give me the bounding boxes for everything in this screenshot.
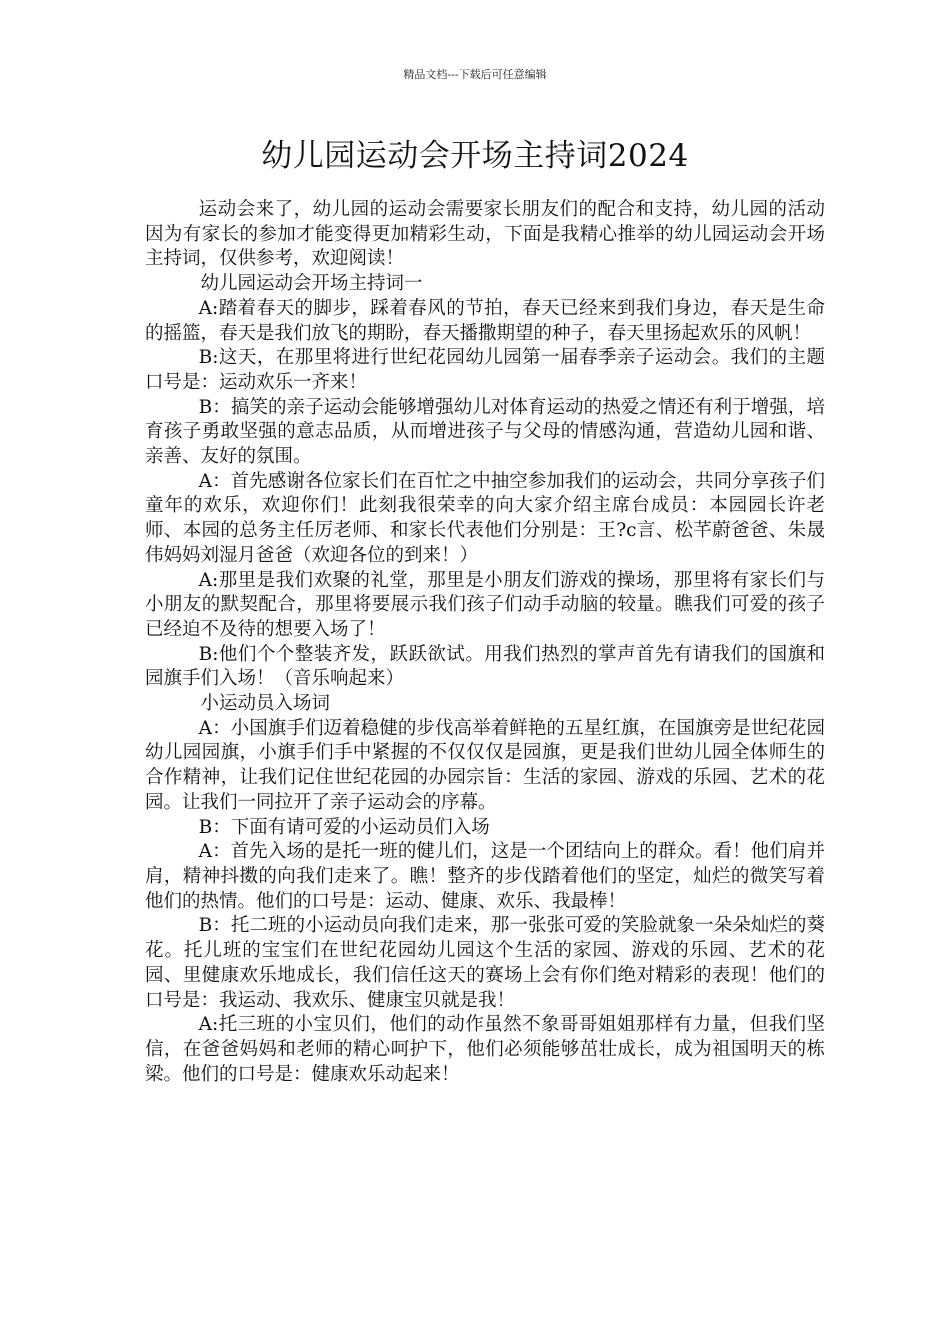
paragraph: A：首先感谢各位家长们在百忙之中抽空参加我们的运动会，共同分享孩子们童年的欢乐，欢迎你们！此刻我很荣幸的向大家介绍主席台成员：本园园长许老师、本园的总务主任厉老师、和家长代表他们分别是：王?c言、松芊蔚爸爸、朱晟伟妈妈刘湿月爸爸（欢迎各位的到来！） [145,470,825,566]
paragraph: B:这天，在那里将进行世纪花园幼儿园第一届春季亲子运动会。我们的主题口号是：运动欢乐一齐来！ [145,347,825,393]
section-heading: 幼儿园运动会开场主持词一 [200,273,423,295]
paragraph: B：下面有请可爱的小运动员们入场 [198,816,490,838]
paragraph: A:那里是我们欢聚的礼堂，那里是小朋友们游戏的操场，那里将有家长们与小朋友的默契配合，那里将要展示我们孩子们动手动脑的较量。瞧我们可爱的孩子已经迫不及待的想要入场了！ [145,569,825,640]
paragraph: A:托三班的小宝贝们，他们的动作虽然不象哥哥姐姐那样有力量，但我们坚信，在爸爸妈妈和老师的精心呵护下，他们必须能够茁壮成长，成为祖国明天的栋梁。他们的口号是：健康欢乐动起来！ [145,1014,825,1085]
document-body [145,198,825,1087]
document-title: 幼儿园运动会开场主持词2024 [261,138,689,174]
paragraph: A：首先入场的是托一班的健儿们，这是一个团结向上的群众。看！他们肩并肩，精神抖擞的向我们走来了。瞧！整齐的步伐踏着他们的坚定，灿烂的微笑写着他们的热情。他们的口号是：运动、健康、欢乐、我最棒！ [145,841,825,912]
paragraph: B：搞笑的亲子运动会能够增强幼儿对体育运动的热爱之情还有利于增强，培育孩子勇敢坚强的意志品质，从而增进孩子与父母的情感沟通，营造幼儿园和谐、亲善、友好的氛围。 [145,396,825,468]
section-heading: 小运动员入场词 [200,693,331,715]
paragraph: A:踏着春天的脚步，踩着春风的节拍，春天已经来到我们身边，春天是生命的摇篮，春天是我们放飞的期盼，春天播撒期望的种子，春天里扬起欢乐的风帆！ [145,297,825,344]
paragraph: A：小国旗手们迈着稳健的步伐高举着鲜艳的五星红旗，在国旗旁是世纪花园幼儿园园旗，小旗手们手中紧握的不仅仅仅是园旗，更是我们世幼儿园全体师生的合作精神，让我们记住世纪花园的办园宗旨：生活的家园、游戏的乐园、艺术的花园。让我们一同拉开了亲子运动会的序幕。 [145,717,825,813]
paragraph: B：托二班的小运动员向我们走来，那一张张可爱的笑脸就象一朵朵灿烂的葵花。托儿班的宝宝们在世纪花园幼儿园这个生活的家园、游戏的乐园、艺术的花园、里健康欢乐地成长，我们信任这天的赛场上会有你们绝对精彩的表现！他们的口号是：我运动、我欢乐、健康宝贝就是我！ [145,915,825,1011]
intro-paragraph: 运动会来了，幼儿园的运动会需要家长朋友们的配合和支持，幼儿园的活动因为有家长的参加才能变得更加精彩生动，下面是我精心推举的幼儿园运动会开场主持词，仅供参考，欢迎阅读！ [145,199,825,270]
page-header: 精品文档---下载后可任意编辑 [403,68,547,81]
paragraph: B:他们个个整装齐发，跃跃欲试。用我们热烈的掌声首先有请我们的国旗和园旗手们入场！（音乐响起来） [145,643,825,690]
